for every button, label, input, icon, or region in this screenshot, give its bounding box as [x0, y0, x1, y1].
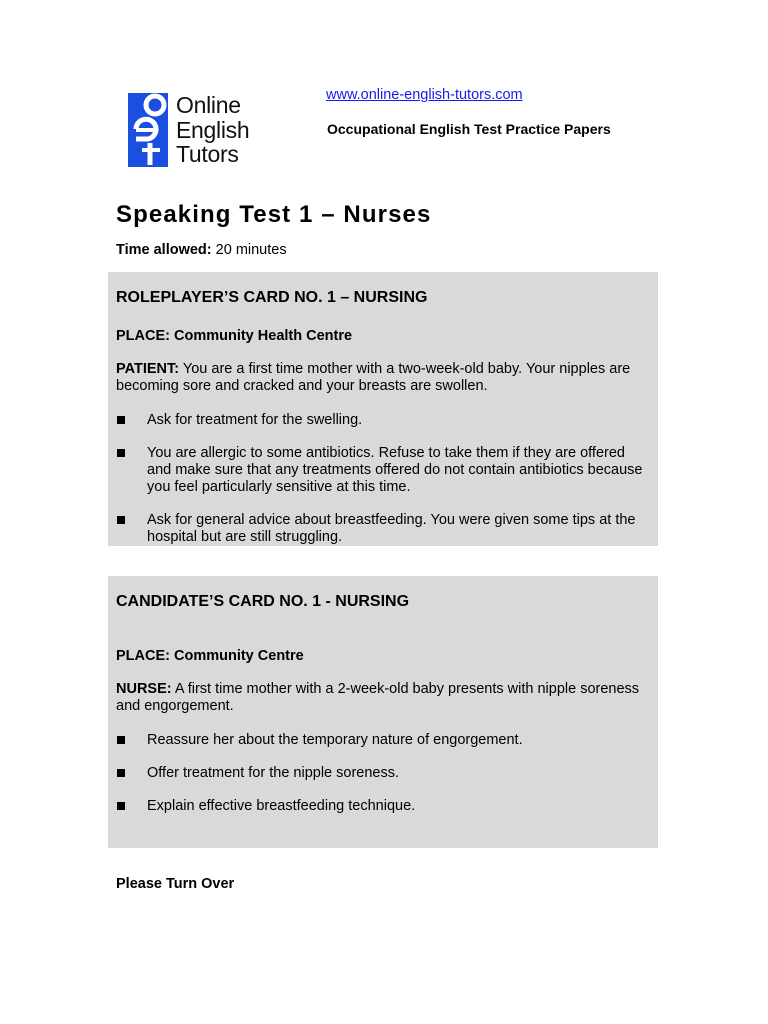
list-item — [116, 412, 652, 429]
roleplayer-card — [108, 272, 658, 546]
list-item-text: Reassure her about the temporary nature of engorgement. — [147, 732, 523, 748]
website-link[interactable]: www.online-english-tutors.com — [326, 87, 523, 103]
logo-line-2: English — [176, 116, 250, 143]
roleplayer-place: PLACE: Community Health Centre — [116, 328, 353, 344]
list-item-text: Explain effective breastfeeding technique. — [147, 798, 416, 814]
list-item — [116, 798, 652, 815]
time-allowed-value: 20 minutes — [215, 242, 287, 258]
oet-logo-icon — [128, 93, 168, 167]
roleplayer-patient-brief — [116, 361, 652, 395]
nurse-label: NURSE: — [116, 681, 172, 697]
candidate-nurse-brief — [116, 681, 652, 715]
candidate-card — [108, 576, 658, 848]
list-item — [116, 445, 652, 496]
please-turn-over-note: Please Turn Over — [116, 876, 235, 892]
time-allowed — [116, 242, 287, 258]
logo-line-1: Online — [176, 92, 241, 118]
list-item — [116, 512, 652, 546]
list-item-text: Ask for treatment for the swelling. — [147, 412, 363, 428]
patient-label: PATIENT: — [116, 361, 180, 377]
nurse-text: A first time mother with a 2-week-old baby presents with nipple soreness and engorgement. — [116, 681, 640, 714]
time-allowed-label: Time allowed: — [116, 242, 212, 258]
square-bullet-icon — [117, 516, 125, 524]
list-item — [116, 732, 652, 749]
roleplayer-card-title: ROLEPLAYER’S CARD NO. 1 – NURSING — [116, 289, 428, 306]
square-bullet-icon — [117, 736, 125, 744]
candidate-place: PLACE: Community Centre — [116, 648, 304, 664]
document-subtitle: Occupational English Test Practice Papers — [327, 121, 611, 137]
list-item-text: Ask for general advice about breastfeeding. You were given some tips at the hospital but are still struggling. — [147, 512, 636, 545]
page-title: Speaking Test 1 – Nurses — [116, 201, 432, 228]
oet-logo — [128, 93, 278, 169]
candidate-card-title: CANDIDATE’S CARD NO. 1 - NURSING — [116, 593, 410, 610]
logo-wordmark — [176, 93, 249, 167]
logo-line-3: Tutors — [176, 141, 239, 167]
square-bullet-icon — [117, 802, 125, 810]
square-bullet-icon — [117, 769, 125, 777]
list-item-text: Offer treatment for the nipple soreness. — [147, 765, 400, 781]
list-item — [116, 765, 652, 782]
list-item-text: You are allergic to some antibiotics. Refuse to take them if they are offered and make sure that any treatments offered do not contain antibiotics because you feel particularly sensitive at this time. — [147, 445, 643, 495]
square-bullet-icon — [117, 416, 125, 424]
patient-text: You are a first time mother with a two-week-old baby. Your nipples are becoming sore and cracked and your breasts are swollen. — [116, 361, 631, 394]
square-bullet-icon — [117, 449, 125, 457]
